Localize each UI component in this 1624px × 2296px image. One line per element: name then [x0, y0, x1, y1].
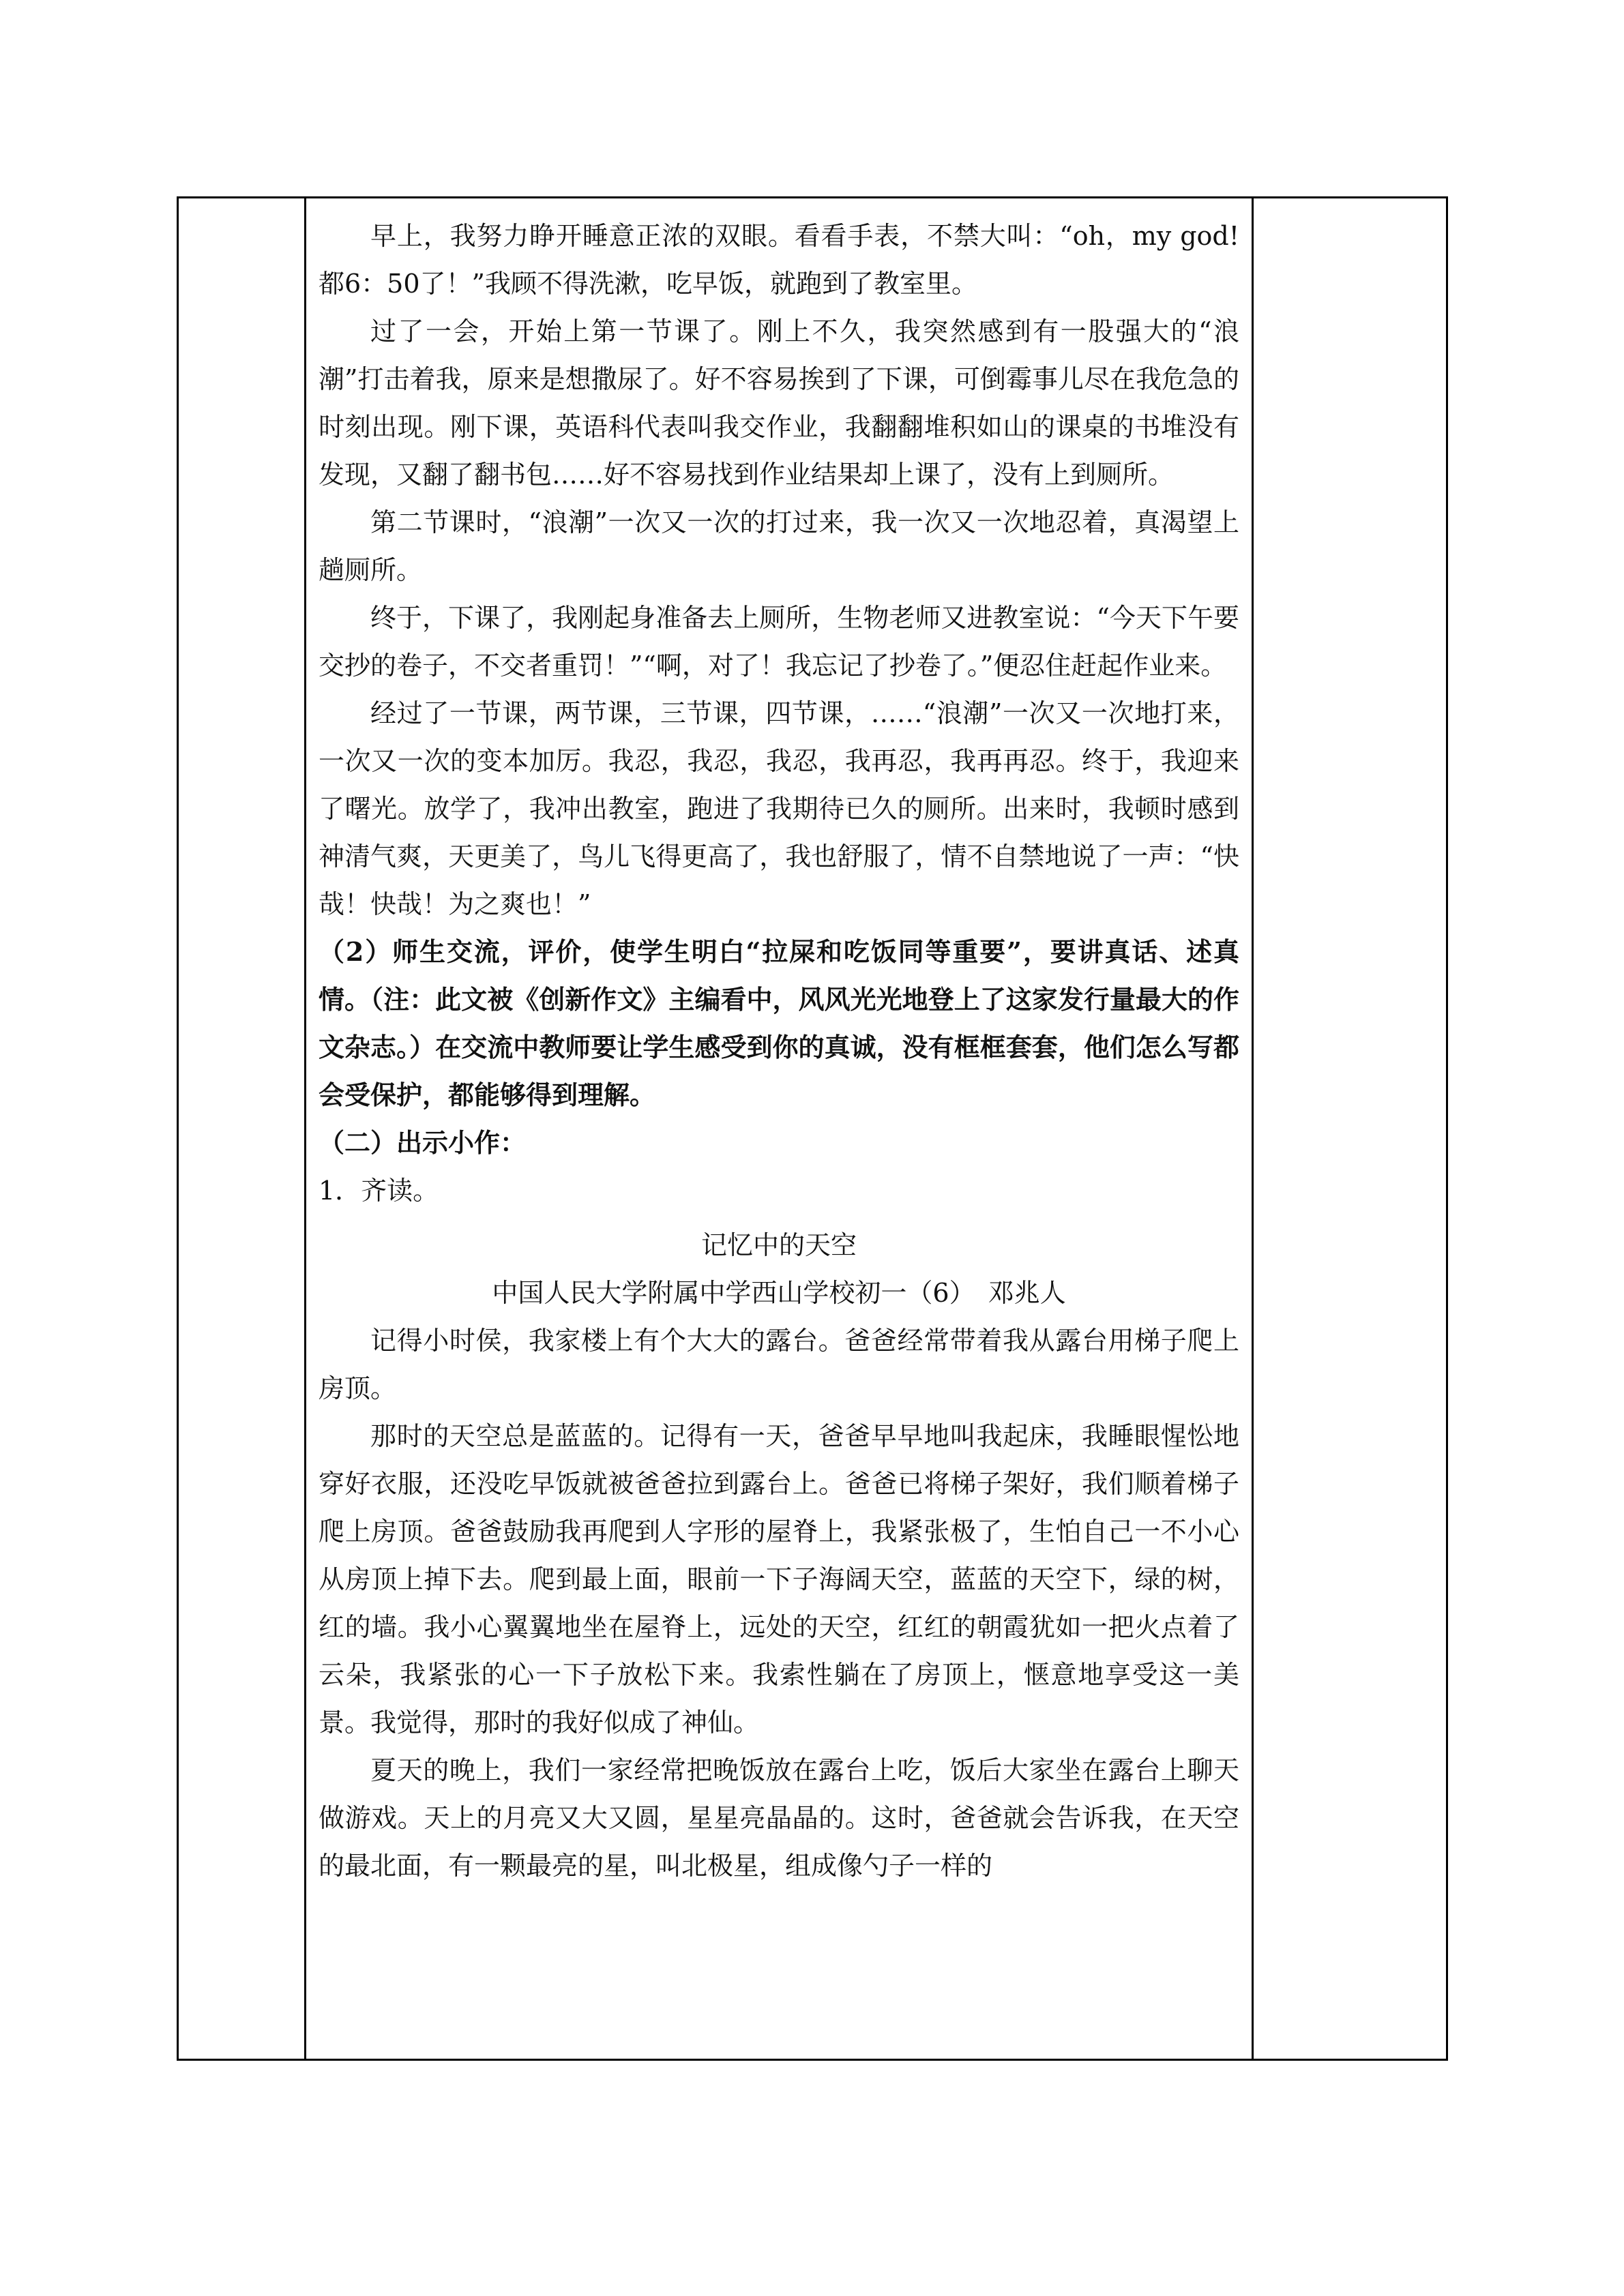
paragraph: 第二节课时，“浪潮”一次又一次的打过来，我一次又一次地忍着，真渴望上趟厕所。	[319, 507, 1239, 585]
step-label: 1．齐读。	[319, 1176, 439, 1206]
page-table	[177, 196, 1448, 2061]
paragraph: 夏天的晚上，我们一家经常把晚饭放在露台上吃，饭后大家坐在露台上聊天做游戏。天上的月亮又大又圆，星星亮晶晶的。这时，爸爸就会告诉我，在天空的最北面，有一颗最亮的星，叫北极星，组成像勺子一样的	[319, 1755, 1239, 1881]
bold-commentary: （2）师生交流，评价，使学生明白“拉屎和吃饭同等重要”，要讲真话、述真情。（注：此文被《创新作文》主编看中，风风光光地登上了这家发行量最大的作文杂志。）在交流中教师要让学生感受到你的真诚，没有框框套套，他们怎么写都会受保护，都能够得到理解。	[319, 936, 1239, 1110]
table-content-cell	[319, 198, 1239, 1890]
table-left-column	[179, 198, 306, 2059]
table-right-column	[1252, 198, 1446, 2059]
paragraph: 终于，下课了，我刚起身准备去上厕所，生物老师又进教室说：“今天下午要交抄的卷子，不交者重罚！”“啊，对了！我忘记了抄卷了。”便忍住赶起作业来。	[319, 603, 1239, 681]
section-heading: （二）出示小作：	[319, 1127, 527, 1158]
paragraph: 过了一会，开始上第一节课了。刚上不久，我突然感到有一股强大的“浪潮”打击着我，原来是想撒尿了。好不容易挨到了下课，可倒霉事儿尽在我危急的时刻出现。刚下课，英语科代表叫我交作业，我翻翻堆积如山的课桌的书堆没有发现，又翻了翻书包……好不容易找到作业结果却上课了，没有上到厕所。	[319, 316, 1239, 490]
paragraph: 记得小时侯，我家楼上有个大大的露台。爸爸经常带着我从露台用梯子爬上房顶。	[319, 1326, 1239, 1403]
essay-title: 记忆中的天空	[700, 1230, 857, 1260]
essay-author: 中国人民大学附属中学西山学校初一（6） 邓兆人	[492, 1278, 1066, 1308]
paragraph: 那时的天空总是蓝蓝的。记得有一天，爸爸早早地叫我起床，我睡眼惺忪地穿好衣服，还没吃早饭就被爸爸拉到露台上。爸爸已将梯子架好，我们顺着梯子爬上房顶。爸爸鼓励我再爬到人字形的屋脊上，我紧张极了，生怕自己一不小心从房顶上掉下去。爬到最上面，眼前一下子海阔天空，蓝蓝的天空下，绿的树，红的墙。我小心翼翼地坐在屋脊上，远处的天空，红红的朝霞犹如一把火点着了云朵，我紧张的心一下子放松下来。我索性躺在了房顶上，惬意地享受这一美景。我觉得，那时的我好似成了神仙。	[319, 1421, 1239, 1738]
paragraph: 经过了一节课，两节课，三节课，四节课，……“浪潮”一次又一次地打来，一次又一次的变本加厉。我忍，我忍，我忍，我再忍，我再再忍。终于，我迎来了曙光。放学了，我冲出教室，跑进了我期待已久的厕所。出来时，我顿时感到神清气爽，天更美了，鸟儿飞得更高了，我也舒服了，情不自禁地说了一声：“快哉！快哉！为之爽也！”	[319, 698, 1239, 919]
paragraph: 早上，我努力睁开睡意正浓的双眼。看看手表，不禁大叫：“oh，my god!都6：50了！”我顾不得洗漱，吃早饭，就跑到了教室里。	[319, 221, 1239, 299]
